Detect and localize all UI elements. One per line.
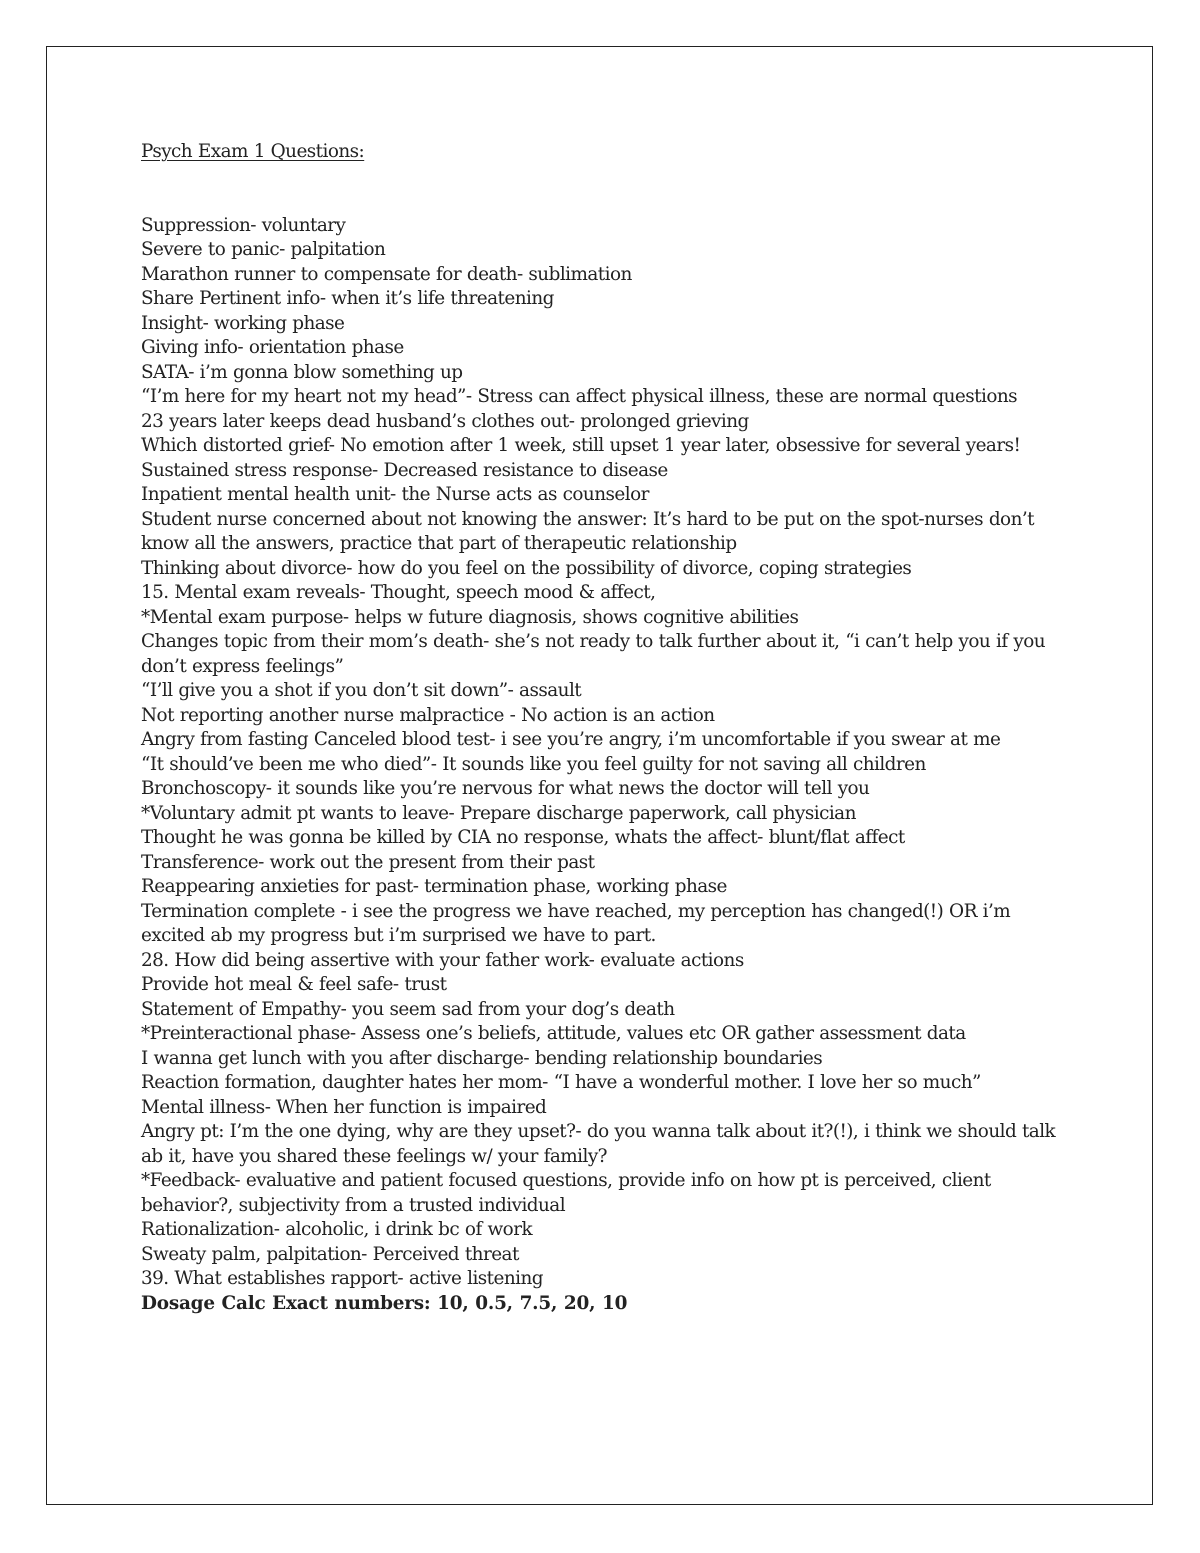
note-line: Thinking about divorce- how do you feel on the possibility of divorce, coping strategies <box>141 557 912 579</box>
note-line: Rationalization- alcoholic, i drink bc of work <box>141 1219 533 1240</box>
note-line: Angry from fasting Canceled blood test- i see you’re angry, i’m uncomfortable if you swear at me <box>141 729 1001 750</box>
title-spacer <box>141 165 1071 214</box>
note-line: “I’m here for my heart not my head”- Stress can affect physical illness, these are normal questions <box>141 386 1018 407</box>
note-line: *Preinteractional phase- Assess one’s beliefs, attitude, values etc OR gather assessment data <box>141 1023 966 1044</box>
note-line: Not reporting another nurse malpractice - No action is an action <box>141 704 715 726</box>
note-line: Angry pt: I’m the one dying, why are they upset?- do you wanna talk about it?(!), i think we should talk ab it, have you shared these feelings w/ your family? <box>141 1121 1056 1167</box>
dosage-calc-line: Dosage Calc Exact numbers: 10, 0.5, 7.5, 20, 10 <box>141 1292 628 1314</box>
note-line: Sweaty palm, palpitation- Perceived threat <box>141 1243 519 1265</box>
note-line: Which distorted grief- No emotion after 1 week, still upset 1 year later, obsessive for several years! <box>141 435 1021 456</box>
note-line: I wanna get lunch with you after discharge- bending relationship boundaries <box>141 1047 823 1069</box>
note-line: Provide hot meal & feel safe- trust <box>141 974 447 995</box>
note-line: “It should’ve been me who died”- It sounds like you feel guilty for not saving all children <box>141 753 926 775</box>
note-line: *Mental exam purpose- helps w future diagnosis, shows cognitive abilities <box>141 606 799 628</box>
note-line: Statement of Empathy- you seem sad from your dog’s death <box>141 998 675 1020</box>
note-line: “I’ll give you a shot if you don’t sit down”- assault <box>141 680 582 701</box>
note-line: Transference- work out the present from their past <box>141 851 595 873</box>
note-line: Changes topic from their mom’s death- she’s not ready to talk further about it, “i can’t help you if you don’t express feelings” <box>141 631 1046 677</box>
note-line: Inpatient mental health unit- the Nurse acts as counselor <box>141 484 649 505</box>
note-line: Insight- working phase <box>141 312 345 334</box>
note-line: 39. What establishes rapport- active listening <box>141 1268 543 1289</box>
note-line: Marathon runner to compensate for death- sublimation <box>141 263 632 285</box>
note-line: Thought he was gonna be killed by CIA no response, whats the affect- blunt/flat affect <box>141 827 905 848</box>
note-line: Severe to panic- palpitation <box>141 239 386 260</box>
note-line: Bronchoscopy- it sounds like you’re nervous for what news the doctor will tell you <box>141 778 870 799</box>
document-body <box>141 140 1071 1316</box>
document-title: Psych Exam 1 Questions: <box>141 141 365 162</box>
note-line: Termination complete - i see the progress we have reached, my perception has changed(!) OR i’m excited ab my progress but i’m surprised we have to part. <box>141 900 1011 946</box>
note-line: 23 years later keeps dead husband’s clothes out- prolonged grieving <box>141 410 749 432</box>
note-line: *Voluntary admit pt wants to leave- Prepare discharge paperwork, call physician <box>141 802 856 824</box>
note-line: *Feedback- evaluative and patient focused questions, provide info on how pt is perceived, client behavior?, subjectivity from a trusted individual <box>141 1170 991 1216</box>
note-line: Reappearing anxieties for past- termination phase, working phase <box>141 876 727 897</box>
note-line: 15. Mental exam reveals- Thought, speech mood & affect, <box>141 582 656 603</box>
note-line: SATA- i’m gonna blow something up <box>141 361 463 383</box>
note-line: Share Pertinent info- when it’s life threatening <box>141 288 554 309</box>
note-line: Giving info- orientation phase <box>141 337 404 358</box>
note-line: Student nurse concerned about not knowing the answer: It’s hard to be put on the spot-nurses don’t know all the answers, practice that part of therapeutic relationship <box>141 508 1035 554</box>
note-line: Suppression- voluntary <box>141 214 346 236</box>
note-line: Reaction formation, daughter hates her mom- “I have a wonderful mother. I love her so much” <box>141 1072 981 1093</box>
note-line: Mental illness- When her function is impaired <box>141 1096 547 1118</box>
note-line: 28. How did being assertive with your father work- evaluate actions <box>141 949 744 971</box>
note-line: Sustained stress response- Decreased resistance to disease <box>141 459 668 481</box>
